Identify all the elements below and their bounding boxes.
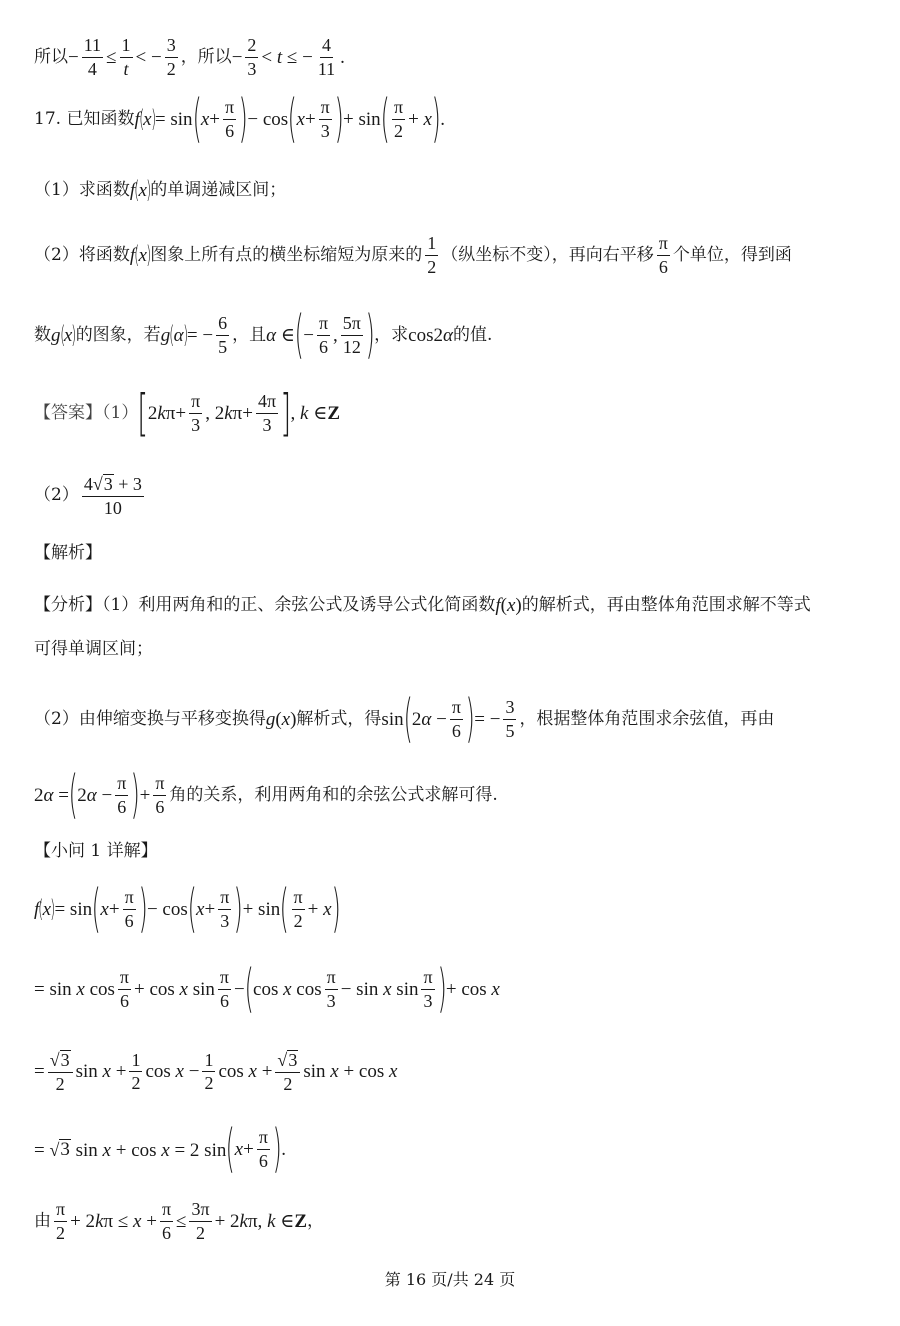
answer-2: （2） 4 √ 3 + 3 10	[34, 474, 142, 518]
analysis-heading	[34, 545, 102, 562]
text: 解析式，得	[296, 708, 382, 729]
sub-question-2-cont: 数 g ( x ) 的图象，若 g ( α ) = − $\frac{6}{5}$ ，且 α ∈ ( − $\frac{\pi}{6}$ , $\frac{5\pi}{12}$ ) ，求 cos2α 的值.	[34, 304, 493, 365]
derivation-3: = √ 3 2 sin x + $\frac{1}{2}$ cos x − $\frac{1}{2}$ cos x + √ 3 2 sin x + cos x	[34, 1049, 398, 1094]
sub-question-2: （2）将函数 f ( x ) 图象上所有点的横坐标缩短为原来的 $\frac{1}{2}$ （纵坐标不变），再向右平移 $\frac{\pi}{6}$ 个单位，得到函	[34, 233, 792, 277]
text: 数	[34, 324, 51, 345]
analysis-2: （2）由伸缩变换与平移变换得 g(x) 解析式，得 sin ( 2α − $\frac{\pi}{6}$ ) = − $\frac{3}{5}$ ，根据整体角范围求余弦值，再由	[34, 688, 775, 749]
text: （2）将函数	[34, 244, 130, 265]
analysis-1: 【分析】（1）利用两角和的正、余弦公式及诱导公式化简函数 f(x) 的解析式，再由整体角范围求解不等式	[34, 595, 811, 616]
text: 的图象，若	[75, 324, 161, 345]
text: 【小问 1 详解】	[34, 841, 158, 861]
text: 个单位，得到函	[672, 244, 792, 265]
text: ，求	[374, 324, 409, 345]
text: （2）	[34, 485, 79, 506]
line-prev-result: 所以 − $\frac{11}{4}$ ≤ $\frac{1}{t}$ < − $\frac{3}{2}$ ，所以 − $\frac{2}{3}$ < t ≤ − $\frac{4}{11}$ .	[34, 35, 345, 79]
detail-heading	[34, 843, 158, 860]
text: （纵坐标不变），再向右平移	[441, 244, 654, 265]
text: 【分析】（1）利用两角和的正、余弦公式及诱导公式化简函数	[34, 595, 496, 615]
text: （2）由伸缩变换与平移变换得	[34, 708, 266, 729]
analysis-2-cont: 2α = ( 2α − $\frac{\pi}{6}$ ) + $\frac{\pi}{6}$ 角的关系，利用两角和的余弦公式求解可得.	[34, 764, 498, 825]
text: 所以	[34, 46, 68, 67]
derivation-2: = sin x cos $\frac{\pi}{6}$ + cos x sin $\frac{\pi}{6}$ − ( cos x cos $\frac{\pi}{3}$ − sin x sin $\frac{\pi}{3}$ ) + cos x	[34, 958, 500, 1019]
text: （1）求函数	[34, 179, 130, 200]
text: 图象上所有点的横坐标缩短为原来的	[150, 244, 423, 265]
derivation-1: f ( x ) = sin ( x + $\frac{\pi}{6}$ ) − cos ( x + $\frac{\pi}{3}$ ) + sin ( $\frac{\pi}{2}$ + x )	[34, 878, 341, 939]
derivation-4: = √ 3 sin x + cos x = 2 sin ( x + $\frac{\pi}{6}$ ) .	[34, 1118, 286, 1179]
text: 由	[34, 1210, 51, 1231]
text: 角的关系，利用两角和的余弦公式求解可得.	[169, 784, 498, 805]
answer-1: 【答案】（1） [ 2kπ+ $\frac{\pi}{3}$ , 2kπ+ $\frac{4\pi}{3}$ ] , k ∈ Z	[34, 384, 340, 443]
derivation-5: 由 $\frac{\pi}{2}$ + 2kπ ≤ x + $\frac{\pi}{6}$ ≤ $\frac{3\pi}{2}$ + 2kπ, k ∈ Z ，	[34, 1199, 325, 1243]
text: 可得单调区间；	[34, 639, 153, 659]
text: 的解析式，再由整体角范围求解不等式	[521, 595, 811, 615]
question-number: 17. 已知函数	[34, 108, 135, 129]
sub-question-1: （1）求函数 f ( x ) 的单调递减区间；	[34, 176, 287, 204]
text: 【解析】	[34, 543, 102, 563]
text: 的单调递减区间；	[150, 179, 287, 200]
question-17: 17. 已知函数 f ( x ) = sin ( x + $\frac{\pi}{6}$ ) − cos ( x + $\frac{\pi}{3}$ ) + sin ( $\frac{\pi}{2}$ + x ) .	[34, 88, 446, 149]
page-footer: 第 16 页/共 24 页	[384, 1270, 516, 1289]
analysis-1-cont	[34, 641, 153, 658]
text: 的值.	[452, 324, 493, 345]
text: ，根据整体角范围求余弦值，再由	[519, 708, 775, 729]
text: ，且	[232, 324, 267, 345]
text: ，所以	[180, 46, 232, 67]
answer-label: 【答案】（1）	[34, 402, 139, 423]
